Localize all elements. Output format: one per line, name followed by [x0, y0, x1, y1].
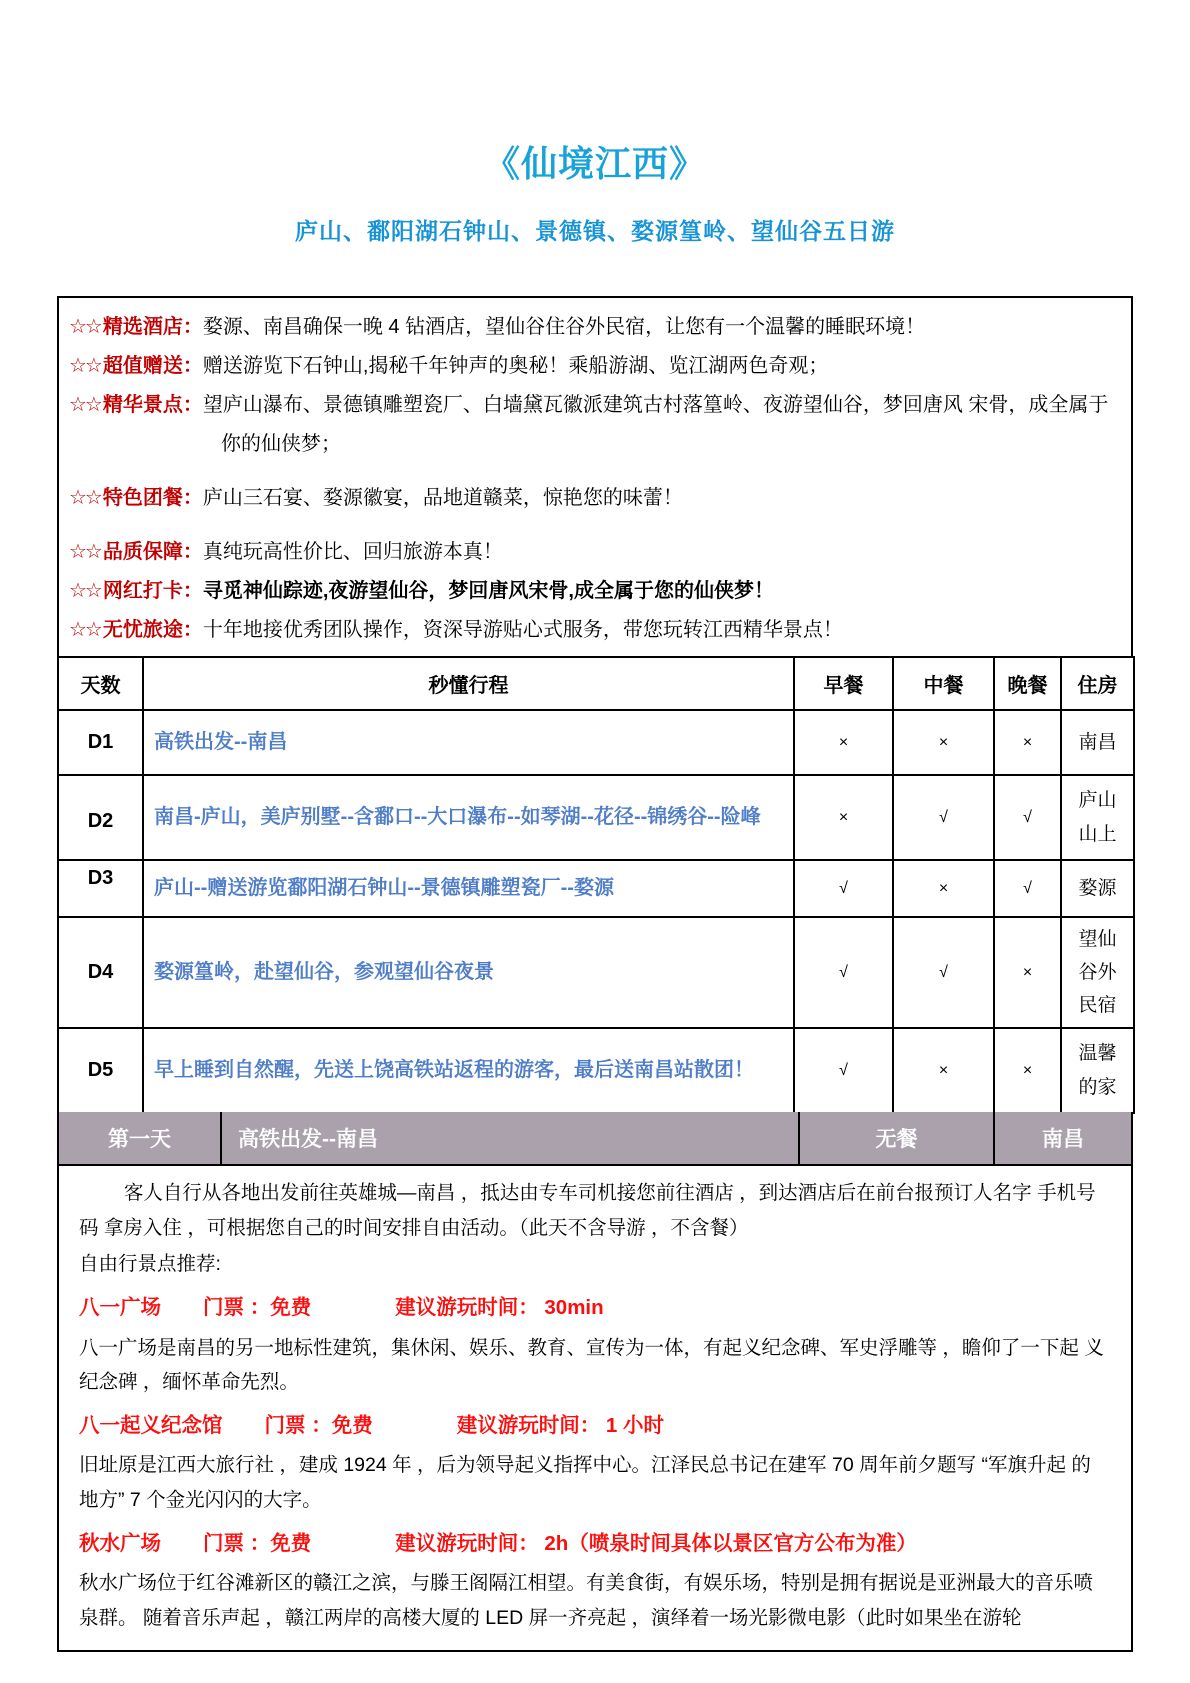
col-header-dinner: 晚餐 — [994, 657, 1061, 710]
highlight-text: 寻觅神仙踪迹,夜游望仙谷，梦回唐风宋骨,成全属于您的仙侠梦！ — [202, 580, 774, 602]
highlight-item-hotspot — [69, 572, 1123, 611]
highlight-label: 特色团餐： — [102, 487, 203, 509]
page-subtitle: 庐山、鄱阳湖石钟山、景德镇、婺源篁岭、望仙谷五日游 — [295, 218, 895, 244]
day-label: D5 — [58, 1028, 143, 1113]
day1-description-section — [57, 1166, 1133, 1652]
attraction-desc: 八一广场是南昌的另一地标性建筑，集休闲、娱乐、教育、宣传为一体，有起义纪念碑、军史浮雕等 ，瞻仰了一下起 义纪念碑 ，缅怀革命先烈。 — [79, 1336, 1104, 1394]
attraction-heading-qiushui-square — [79, 1526, 1109, 1562]
highlight-item-bonus — [69, 347, 1123, 386]
attraction-name: 八一广场 — [79, 1296, 161, 1320]
route-text: 南昌-庐山，美庐别墅--含鄱口--大口瀑布--如琴湖--花径--锦绣谷--险峰 — [143, 775, 794, 860]
page-title: 《仙境江西》 — [483, 143, 706, 184]
col-header-day: 天数 — [58, 657, 143, 710]
attraction-time: 建议游玩时间： 30min — [395, 1296, 604, 1320]
col-header-route: 秒懂行程 — [143, 657, 794, 710]
stars-icon: ☆☆ — [69, 541, 101, 563]
route-text: 庐山--赠送游览鄱阳湖石钟山--景德镇雕塑瓷厂--婺源 — [143, 860, 794, 917]
day-label: D1 — [58, 710, 143, 775]
stay-text: 温馨的家 — [1061, 1028, 1134, 1113]
attraction-heading-bayi-square — [79, 1290, 1109, 1326]
highlight-label: 品质保障： — [102, 541, 203, 563]
table-row-d1 — [58, 710, 1134, 775]
attraction-ticket: 门票 ：免费 — [264, 1414, 373, 1437]
table-row-d4 — [58, 917, 1134, 1028]
table-row-d3 — [58, 860, 1134, 917]
attraction-desc: 旧址原是江西大旅行社 ，建成 1924 年 ，后为领导起义指挥中心。江泽民总书记在建军 70 周年前夕题写 “军旗升起 的地方” 7 个金光闪闪的大字。 — [79, 1454, 1091, 1512]
stay-text: 庐山山上 — [1061, 775, 1134, 860]
highlight-text: 赠送游览下石钟山,揭秘千年钟声的奥秘！乘船游湖、览江湖两色奇观； — [202, 355, 829, 377]
attraction-time: 建议游玩时间： 2h（喷泉时间具体以景区官方公布为准） — [395, 1531, 917, 1555]
attraction-ticket: 门票 ：免费 — [203, 1296, 312, 1320]
table-header-row — [58, 657, 1134, 710]
highlight-text: 婺源、南昌确保一晚 4 钻酒店，望仙谷住谷外民宿，让您有一个温馨的睡眠环境！ — [202, 316, 926, 338]
highlight-text: 十年地接优秀团队操作，资深导游贴心式服务，带您玩转江西精华景点！ — [202, 619, 843, 641]
dinner-flag: √ — [994, 775, 1061, 860]
lunch-flag: × — [893, 860, 994, 917]
route-text: 早上睡到自然醒，先送上饶高铁站返程的游客，最后送南昌站散团！ — [143, 1028, 794, 1113]
dinner-flag: √ — [994, 860, 1061, 917]
lunch-flag: √ — [893, 917, 994, 1028]
day1-bar-meals: 无餐 — [800, 1112, 995, 1164]
stay-text: 望仙谷外民宿 — [1061, 917, 1134, 1028]
recommend-label: 自由行景点推荐: — [79, 1253, 221, 1276]
highlight-item-quality — [69, 533, 1123, 572]
col-header-lunch: 中餐 — [893, 657, 994, 710]
highlight-item-scenery — [69, 386, 1123, 464]
breakfast-flag: √ — [794, 860, 893, 917]
stars-icon: ☆☆ — [69, 316, 101, 338]
lunch-flag: × — [893, 710, 994, 775]
highlight-text: 望庐山瀑布、景德镇雕塑瓷厂、白墙黛瓦徽派建筑古村落篁岭、夜游望仙谷，梦回唐风 宋骨，成全属于你的仙侠梦； — [202, 394, 1109, 455]
breakfast-flag: × — [794, 775, 893, 860]
stars-icon: ☆☆ — [69, 394, 101, 416]
highlight-label: 超值赠送： — [102, 355, 203, 377]
route-text: 婺源篁岭，赴望仙谷，参观望仙谷夜景 — [143, 917, 794, 1028]
highlight-label: 无忧旅途： — [102, 619, 203, 641]
breakfast-flag: √ — [794, 917, 893, 1028]
day1-header-bar — [57, 1112, 1133, 1166]
col-header-breakfast: 早餐 — [794, 657, 893, 710]
stars-icon: ☆☆ — [69, 487, 101, 509]
stay-text: 南昌 — [1061, 710, 1134, 775]
col-header-stay: 住房 — [1061, 657, 1134, 710]
day1-bar-day: 第一天 — [59, 1112, 222, 1164]
stars-icon: ☆☆ — [69, 355, 101, 377]
lunch-flag: × — [893, 1028, 994, 1113]
highlight-label: 精选酒店： — [102, 316, 203, 338]
dinner-flag: × — [994, 1028, 1061, 1113]
highlights-box — [57, 296, 1133, 658]
highlight-label: 网红打卡： — [102, 580, 203, 602]
route-text: 高铁出发--南昌 — [143, 710, 794, 775]
attraction-time: 建议游玩时间： 1 小时 — [456, 1414, 664, 1437]
stay-text: 婺源 — [1061, 860, 1134, 917]
day-label: D4 — [58, 917, 143, 1028]
lunch-flag: √ — [893, 775, 994, 860]
day1-bar-stay: 南昌 — [1042, 1128, 1084, 1151]
attraction-ticket: 门票 ：免费 — [203, 1531, 312, 1555]
table-row-d5 — [58, 1028, 1134, 1113]
highlight-text: 庐山三石宴、婺源徽宴，品地道赣菜，惊艳您的味蕾！ — [202, 487, 683, 509]
dinner-flag: × — [994, 710, 1061, 775]
attraction-heading-bayi-memorial — [79, 1408, 1109, 1444]
highlight-item-hotel — [69, 308, 1123, 347]
breakfast-flag: × — [794, 710, 893, 775]
attraction-name: 八一起义纪念馆 — [79, 1414, 223, 1437]
breakfast-flag: √ — [794, 1028, 893, 1113]
highlight-text: 真纯玩高性价比、回归旅游本真！ — [202, 541, 503, 563]
highlight-item-meals — [69, 479, 1123, 518]
stars-icon: ☆☆ — [69, 580, 101, 602]
highlight-label: 精华景点： — [102, 394, 203, 416]
table-row-d2 — [58, 775, 1134, 860]
day-label: D3 — [58, 860, 143, 917]
stars-icon: ☆☆ — [69, 619, 101, 641]
document-body — [57, 0, 1133, 1652]
day-label: D2 — [58, 775, 143, 860]
day1-bar-route: 高铁出发--南昌 — [222, 1112, 800, 1164]
attraction-desc: 秋水广场位于红谷滩新区的赣江之滨，与滕王阁隔江相望。有美食街，有娱乐场，特别是拥有据说是亚洲最大的音乐喷泉群。 随着音乐声起 ，赣江两岸的高楼大厦的 LED 屏一齐亮起 ，演绎着一场光影微电影（此时如果坐在游轮 — [79, 1572, 1094, 1630]
highlight-item-worryfree — [69, 611, 1123, 650]
dinner-flag: × — [994, 917, 1061, 1028]
itinerary-table — [57, 656, 1135, 1114]
attraction-name: 秋水广场 — [79, 1531, 161, 1555]
day1-intro-paragraph: 客人自行从各地出发前往英雄城—南昌 ，抵达由专车司机接您前往酒店 ，到达酒店后在前台报预订人名字 手机号码 拿房入住 ，可根据您自己的时间安排自由活动。（此天不含导游 ，不含餐） — [79, 1182, 1096, 1239]
